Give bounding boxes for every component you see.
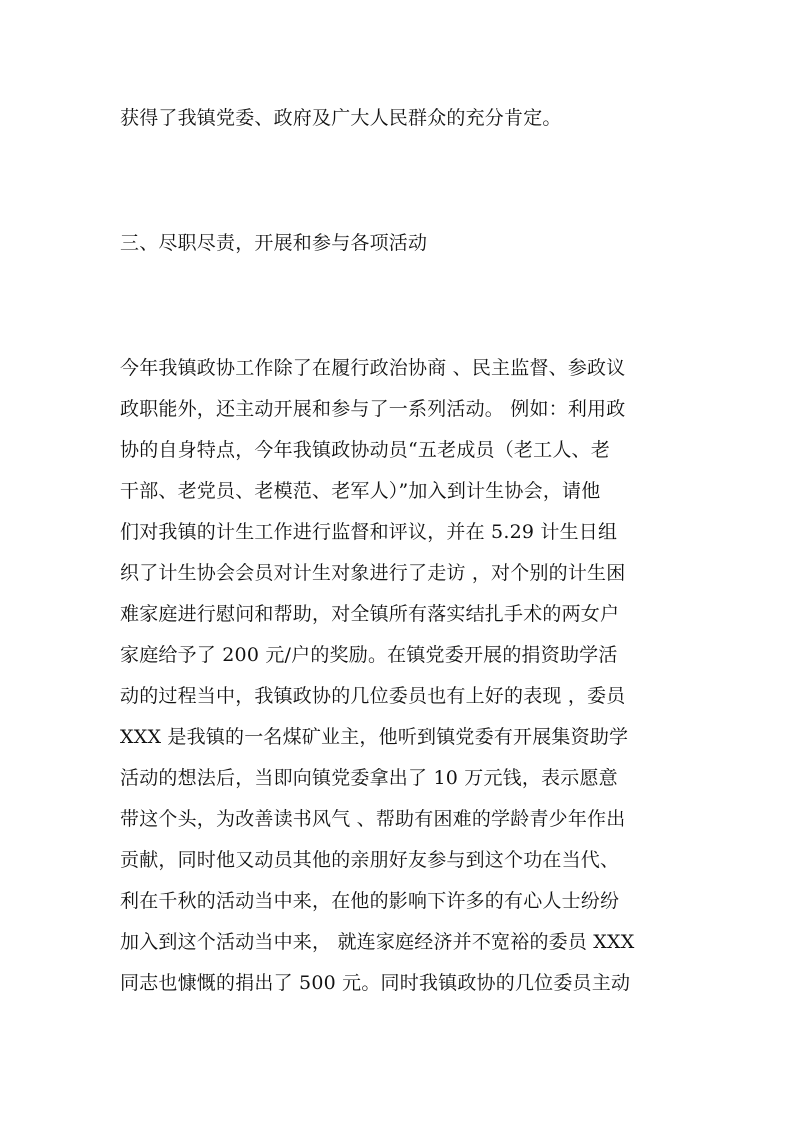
paragraph-line-17: 同志也慷慨的捐出了 500 元。同时我镇政协的几位委员主动 [120, 972, 631, 994]
paragraph-line-9: 家庭给予了 200 元/户的奖励。在镇党委开展的捐资助学活 [120, 644, 618, 666]
paragraph-line-3: 政职能外，还主动开展和参与了一系列活动。 例如：利用政 [120, 398, 626, 420]
paragraph-line-6: 们对我镇的计生工作进行监督和评议，并在 5.29 计生日组 [120, 521, 618, 543]
paragraph-line-10: 动的过程当中，我镇政协的几位委员也有上好的表现 ，委员 [120, 685, 626, 707]
paragraph-line-7: 织了计生协会会员对计生对象进行了走访 ，对个别的计生困 [120, 562, 626, 584]
paragraph-line-12: 活动的想法后，当即向镇党委拿出了 10 万元钱，表示愿意 [120, 767, 618, 789]
paragraph-line-2: 今年我镇政协工作除了在履行政治协商 、民主监督、参政议 [120, 357, 626, 379]
paragraph-line-1: 获得了我镇党委、政府及广大人民群众的充分肯定。 [120, 107, 562, 129]
paragraph-line-13: 带这个头，为改善读书风气 、帮助有困难的学龄青少年作出 [120, 808, 626, 830]
paragraph-line-15: 利在千秋的活动当中来，在他的影响下许多的有心人士纷纷 [120, 890, 620, 912]
paragraph-line-14: 贡献，同时他又动员其他的亲朋好友参与到这个功在当代、 [120, 849, 620, 871]
section-heading: 三、尽职尽责，开展和参与各项活动 [120, 232, 428, 254]
paragraph-line-16: 加入到这个活动当中来， 就连家庭经济并不宽裕的委员 XXX [120, 931, 635, 953]
paragraph-line-5: 干部、老党员、老模范、老军人）”加入到计生协会，请他 [120, 480, 601, 502]
paragraph-line-8: 难家庭进行慰问和帮助，对全镇所有落实结扎手术的两女户 [120, 603, 620, 625]
paragraph-line-11: XXX 是我镇的一名煤矿业主，他听到镇党委有开展集资助学 [120, 726, 629, 748]
paragraph-line-4: 协的自身特点，今年我镇政协动员“五老成员（老工人、老 [120, 439, 610, 461]
